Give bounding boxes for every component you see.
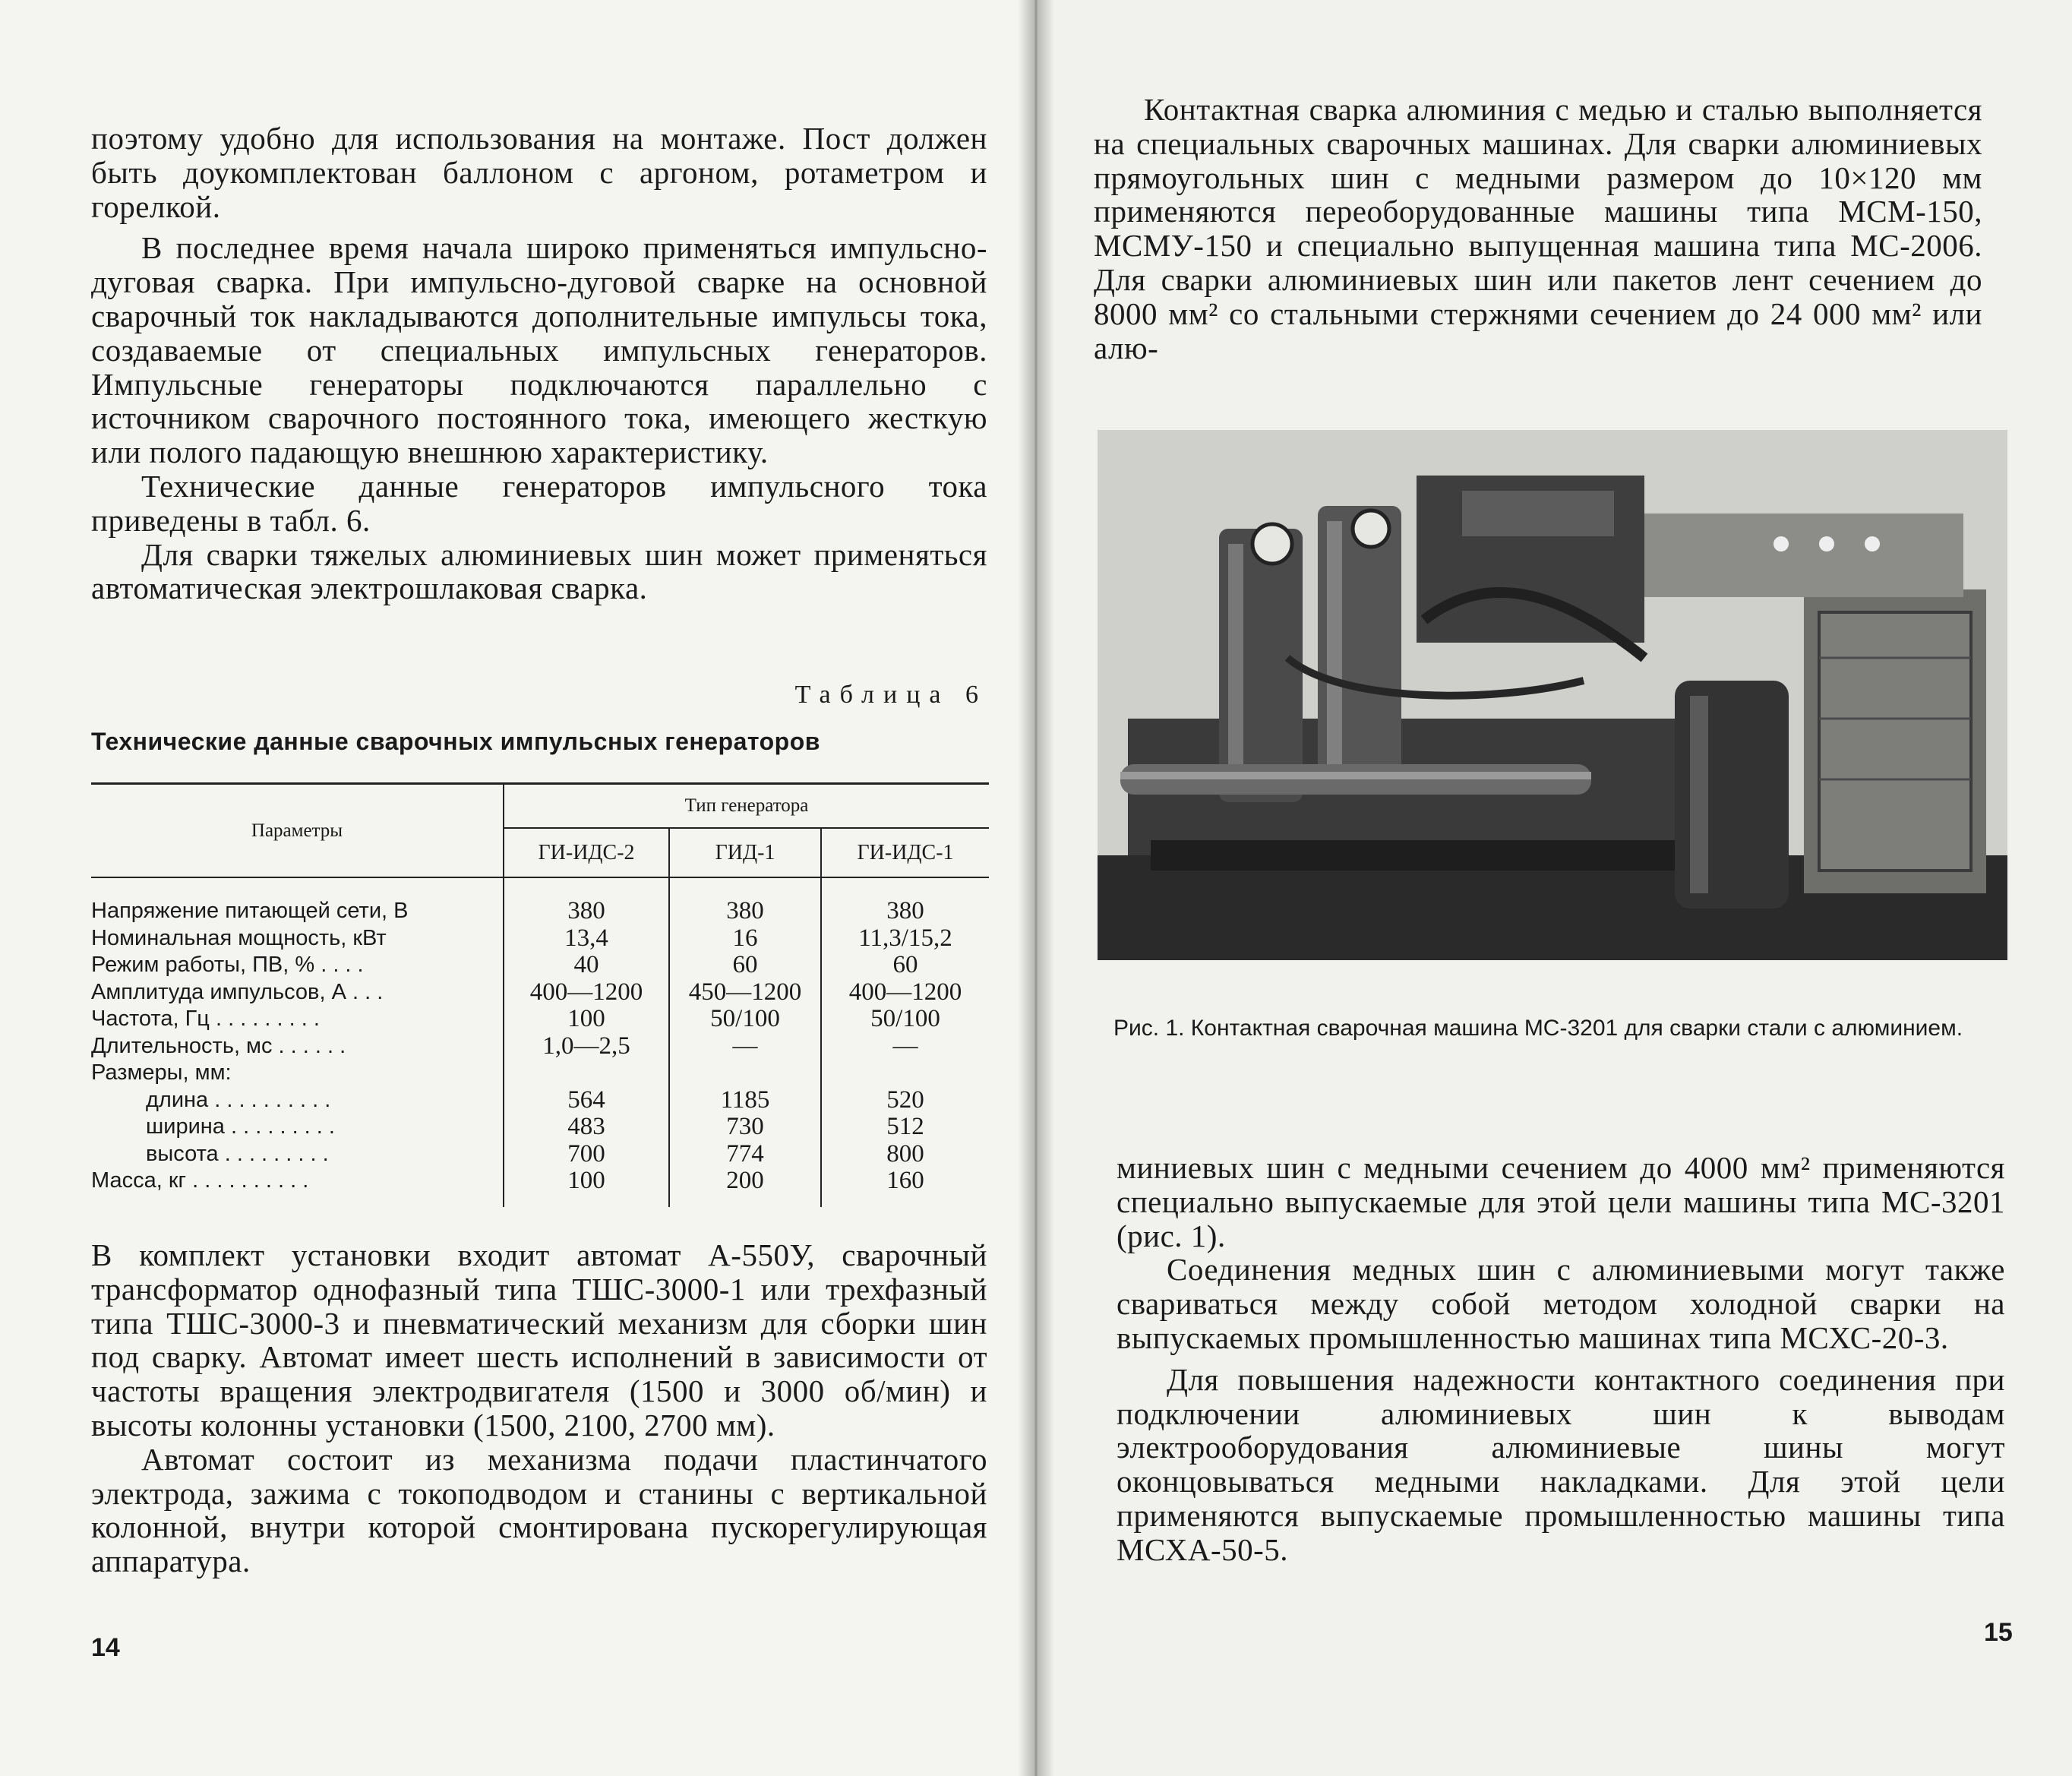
table-cell: 100 (504, 1168, 669, 1207)
welding-machine-photo (1098, 430, 2007, 960)
param-label: Размеры, мм: (91, 1060, 232, 1085)
table-row (91, 1033, 989, 1060)
table-header-group: Тип генератора (504, 784, 989, 828)
table-cell (669, 1060, 821, 1087)
table-cell: 13,4 (504, 925, 669, 953)
paragraph: Соединения медных шин с алюминиевыми могут также свариваться между собой методом холодной сварки на выпускаемых промышленностью машинах типа МСХС-20-3. (1117, 1252, 2005, 1355)
table-cell: 520 (821, 1087, 989, 1114)
table-row (91, 877, 989, 925)
book-gutter (1018, 0, 1054, 1776)
table-cell: 1,0—2,5 (504, 1033, 669, 1060)
table-cell: 483 (504, 1114, 669, 1141)
table-header-params: Параметры (91, 784, 504, 878)
table-cell: — (669, 1033, 821, 1060)
paragraph: миниевых шин с медными сечением до 4000 мм² применяются специально выпускаемые для этой цели машины типа МС-3201 (рис. 1). (1117, 1150, 2005, 1253)
right-text-top (1094, 93, 1982, 365)
table-cell: 50/100 (821, 1006, 989, 1033)
table-cell: 160 (821, 1168, 989, 1207)
right-text-bottom (1117, 1151, 2005, 1567)
table-row (91, 925, 989, 953)
table-column-header: ГИ-ИДС-1 (821, 828, 989, 878)
param-label: Масса, кг . . . . . . . . . . (91, 1168, 309, 1193)
table-cell: 564 (504, 1087, 669, 1114)
table-cell: 40 (504, 952, 669, 979)
table-cell: 380 (821, 877, 989, 925)
left-text-bottom (91, 1238, 987, 1578)
figure-caption: Рис. 1. Контактная сварочная машина МС-3201 для сварки стали с алюминием. (1113, 1016, 1963, 1041)
table-cell: 512 (821, 1114, 989, 1141)
param-label: Номинальная мощность, кВт (91, 925, 387, 950)
table-cell: 200 (669, 1168, 821, 1207)
table-row (91, 1141, 989, 1168)
page-number: 14 (91, 1633, 120, 1662)
table-row (91, 979, 989, 1007)
table-cell: 400—1200 (504, 979, 669, 1007)
generator-data-table (91, 782, 989, 1207)
paragraph: поэтому удобно для использования на монтаже. Пост должен быть доукомплектован баллоном с аргоном, ротаметром и горелкой. (91, 121, 987, 224)
paragraph: В последнее время начала широко применяться импульсно-дуговая сварка. При импульсно-дуговой сварке на основной сварочный ток накладываются дополнительные импульсы тока, создаваемые от специальных импульсных генераторов. Импульсные генераторы подключаются параллельно с источником сварочного постоянного тока, имеющего жесткую или полого падающую внешнюю характеристику. (91, 230, 987, 470)
table-cell: 60 (821, 952, 989, 979)
table-cell: 450—1200 (669, 979, 821, 1007)
table-cell: 16 (669, 925, 821, 953)
table-cell: 11,3/15,2 (821, 925, 989, 953)
table-cell: 400—1200 (821, 979, 989, 1007)
table-title: Технические данные сварочных импульсных генераторов (91, 728, 820, 755)
paragraph: Автомат состоит из механизма подачи пластинчатого электрода, зажима с токоподводом и станины с вертикальной колонной, внутри которой смонтирована пускорегулирующая аппаратура. (91, 1441, 987, 1579)
table-cell: 380 (669, 877, 821, 925)
table-number: Таблица 6 (794, 681, 987, 709)
table-cell: 774 (669, 1141, 821, 1168)
paragraph: Технические данные генераторов импульсного тока приведены в табл. 6. (91, 468, 987, 538)
table-cell: 730 (669, 1114, 821, 1141)
param-label: ширина . . . . . . . . . (146, 1114, 335, 1139)
paragraph: Для сварки тяжелых алюминиевых шин может применяться автоматическая электрошлаковая сварка. (91, 536, 987, 606)
table-row (91, 1060, 989, 1087)
table-row (91, 952, 989, 979)
table-row (91, 1006, 989, 1033)
param-label: высота . . . . . . . . . (146, 1141, 329, 1166)
table-column-header: ГИД-1 (669, 828, 821, 878)
table-cell: 700 (504, 1141, 669, 1168)
left-text-top (91, 122, 987, 605)
table-cell: 800 (821, 1141, 989, 1168)
table-cell (821, 1060, 989, 1087)
table-cell: 1185 (669, 1087, 821, 1114)
table-cell: 100 (504, 1006, 669, 1033)
param-label: Напряжение питающей сети, В (91, 899, 409, 923)
paragraph: Для повышения надежности контактного соединения при подключении алюминиевых шин к выводам электрооборудования алюминиевые шины могут оконцовываться медными накладками. Для этой цели применяются выпускаемые промышленностью машины типа МСХА-50-5. (1117, 1361, 2005, 1567)
page-number: 15 (1984, 1618, 2013, 1647)
table-row (91, 1114, 989, 1141)
paragraph: В комплект установки входит автомат А-550У, сварочный трансформатор однофазный типа ТШС-3000-1 или трехфазный типа ТШС-3000-3 и пневматический механизм для сборки шин под сварку. Автомат имеет шесть исполнений в зависимости от частоты вращения электродвигателя (1500 и 3000 об/мин) и высоты колонны установки (1500, 2100, 2700 мм). (91, 1237, 987, 1443)
param-label: длина . . . . . . . . . . (146, 1087, 331, 1112)
param-label: Амплитуда импульсов, А . . . (91, 979, 384, 1004)
table-row (91, 1087, 989, 1114)
welding-machine-illustration (1098, 430, 2007, 960)
paragraph: Контактная сварка алюминия с медью и сталью выполняется на специальных сварочных машинах. Для сварки алюминиевых прямоугольных шин с медными размером до 10×120 мм применяются переоборудованные машины типа МСМ-150, МСМУ-150 и специально выпущенная машина типа МС-2006. Для сварки алюминиевых шин или пакетов лент сечением до 8000 мм² со стальными стержнями сечением до 24 000 мм² или алю- (1094, 92, 1982, 365)
table-cell (504, 1060, 669, 1087)
table-row (91, 1168, 989, 1207)
param-label: Режим работы, ПВ, % . . . . (91, 953, 364, 977)
table-column-header: ГИ-ИДС-2 (504, 828, 669, 878)
param-label: Длительность, мс . . . . . . (91, 1033, 346, 1058)
table-cell: 50/100 (669, 1006, 821, 1033)
table-cell: 380 (504, 877, 669, 925)
param-label: Частота, Гц . . . . . . . . . (91, 1007, 320, 1031)
table-cell: — (821, 1033, 989, 1060)
table-cell: 60 (669, 952, 821, 979)
